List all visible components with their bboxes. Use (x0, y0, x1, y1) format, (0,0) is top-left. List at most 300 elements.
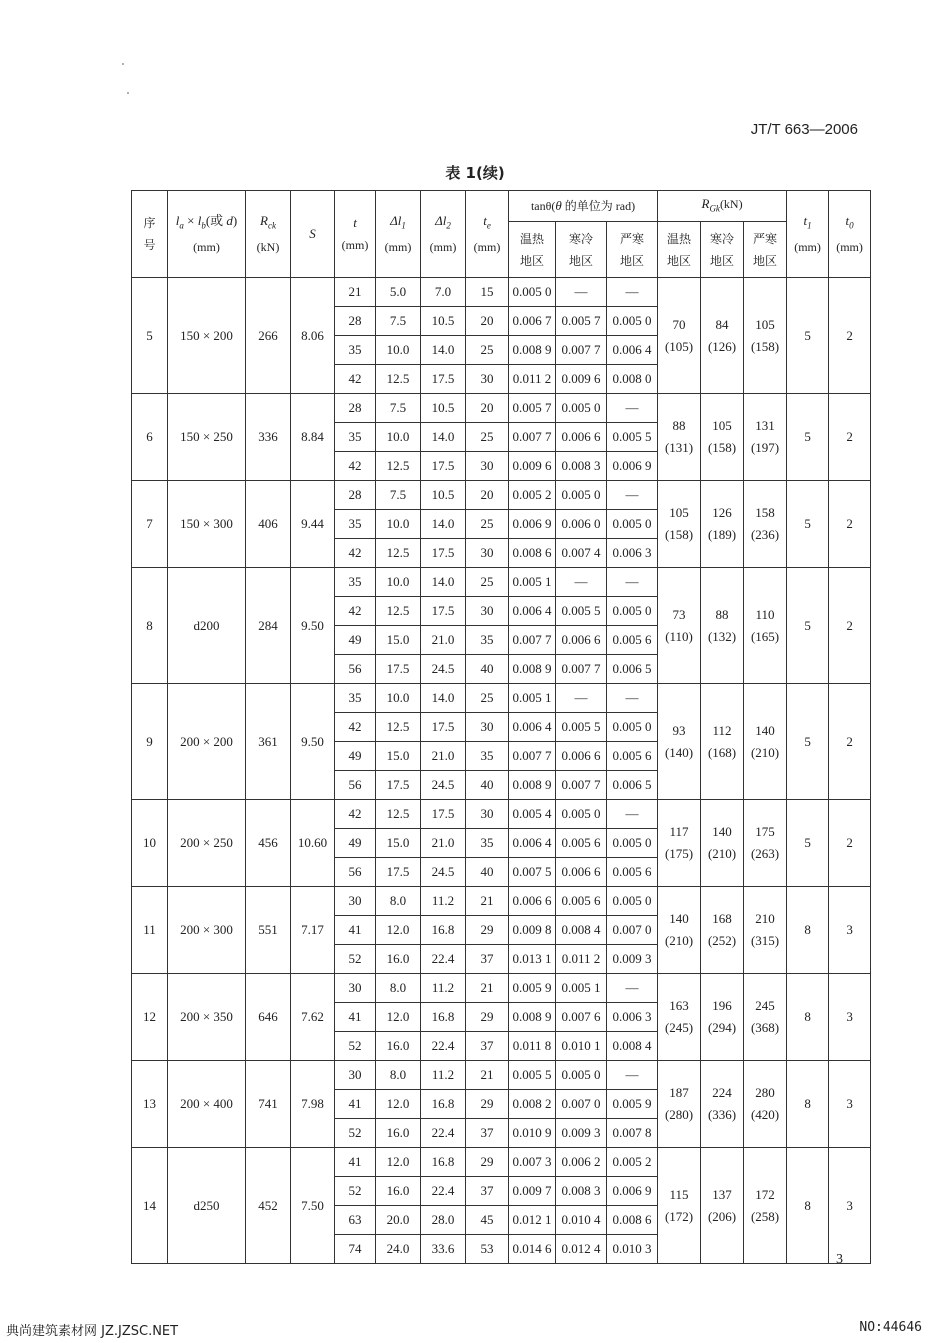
cell-dl2: 22.4 (421, 1177, 466, 1206)
cell-tan-warm: 0.005 1 (509, 684, 556, 713)
cell-rg-warm (658, 887, 701, 974)
rg-severe-value: (158) (750, 338, 780, 354)
table-row (132, 481, 871, 510)
cell-tan-warm: 0.005 4 (509, 800, 556, 829)
rg-severe-value: (420) (750, 1107, 780, 1122)
cell-tan-warm: 0.005 5 (509, 1061, 556, 1090)
cell-t: 30 (335, 887, 376, 916)
cell-t0: 2 (829, 684, 871, 800)
cell-t: 35 (335, 423, 376, 452)
cell-tan-warm: 0.010 9 (509, 1119, 556, 1148)
cell-dl1: 17.5 (376, 858, 421, 887)
cell-te: 30 (466, 597, 509, 626)
cell-dl1: 15.0 (376, 742, 421, 771)
col-tan-group-header: tanθ(θ 的单位为 rad) (509, 191, 658, 222)
cell-tan-warm: 0.011 8 (509, 1032, 556, 1061)
cell-t: 42 (335, 597, 376, 626)
cell-dl2: 10.5 (421, 394, 466, 423)
cell-tan-cold: 0.006 2 (556, 1148, 607, 1177)
cell-s: 8.84 (291, 394, 335, 481)
cell-rg-severe (744, 800, 787, 887)
cell-tan-warm: 0.008 2 (509, 1090, 556, 1119)
cell-t: 52 (335, 945, 376, 974)
cell-tan-severe: 0.005 9 (607, 1090, 658, 1119)
cell-t: 42 (335, 539, 376, 568)
cell-dl2: 24.5 (421, 858, 466, 887)
cell-t: 56 (335, 771, 376, 800)
cell-tan-cold: 0.005 0 (556, 1061, 607, 1090)
cell-rg-cold (701, 887, 744, 974)
rg-cold-value: (189) (707, 527, 737, 542)
rgk-warm-header: 温热 地区 (658, 222, 701, 278)
rg-warm-value: 140 (669, 911, 689, 926)
col-rgk-group-header: $R_{Gk}(kN)$ (658, 191, 787, 222)
cell-dl2: 14.0 (421, 510, 466, 539)
table-row (132, 1061, 871, 1090)
col-te-header: $t_e$ (mm) (466, 191, 509, 278)
cell-rg-severe (744, 1061, 787, 1148)
cell-dl2: 24.5 (421, 655, 466, 684)
footer-watermark-right: NO:44646 (859, 1320, 922, 1335)
cell-tan-cold: 0.012 4 (556, 1235, 607, 1264)
cell-rg-severe (744, 568, 787, 684)
cell-te: 25 (466, 510, 509, 539)
cell-rg-warm (658, 974, 701, 1061)
cell-tan-severe: — (607, 684, 658, 713)
cell-t: 21 (335, 278, 376, 307)
cell-t0: 2 (829, 278, 871, 394)
col-t-header: t (mm) (335, 191, 376, 278)
table-row (132, 1148, 871, 1177)
cell-dims: 200 × 350 (168, 974, 246, 1061)
cell-t: 52 (335, 1032, 376, 1061)
cell-tan-severe: 0.008 0 (607, 365, 658, 394)
cell-t: 52 (335, 1177, 376, 1206)
cell-dl2: 16.8 (421, 1090, 466, 1119)
cell-rck: 741 (246, 1061, 291, 1148)
cell-dl2: 17.5 (421, 539, 466, 568)
cell-tan-severe: — (607, 481, 658, 510)
cell-tan-cold: 0.009 3 (556, 1119, 607, 1148)
cell-te: 35 (466, 829, 509, 858)
cell-s: 7.50 (291, 1148, 335, 1264)
rg-severe-value: (368) (750, 1020, 780, 1035)
cell-s: 7.17 (291, 887, 335, 974)
rg-cold-value: (210) (707, 846, 737, 861)
cell-tan-cold: 0.007 7 (556, 336, 607, 365)
rg-severe-value: (236) (750, 527, 780, 542)
rg-severe-value: 210 (755, 911, 775, 926)
cell-rg-warm (658, 800, 701, 887)
cell-tan-severe: — (607, 974, 658, 1003)
rg-warm-value: 93 (672, 722, 686, 738)
cell-seq: 13 (132, 1061, 168, 1148)
cell-dl1: 10.0 (376, 423, 421, 452)
tan-severe-header: 严寒 地区 (607, 222, 658, 278)
cell-dims: 150 × 300 (168, 481, 246, 568)
cell-t: 35 (335, 336, 376, 365)
rg-cold-value: 84 (715, 316, 729, 332)
cell-t: 30 (335, 1061, 376, 1090)
cell-t: 41 (335, 916, 376, 945)
cell-dl2: 14.0 (421, 684, 466, 713)
rg-severe-value: 172 (755, 1186, 775, 1202)
rg-warm-value: 70 (672, 316, 686, 332)
rg-cold-value: (252) (707, 933, 737, 948)
cell-t1: 5 (787, 394, 829, 481)
cell-tan-cold: 0.005 7 (556, 307, 607, 336)
cell-t1: 5 (787, 481, 829, 568)
cell-dl1: 17.5 (376, 771, 421, 800)
cell-dl2: 14.0 (421, 568, 466, 597)
col-dims-header: $l_a \times l_b$(或 d) (mm) (168, 191, 246, 278)
cell-tan-cold: 0.005 6 (556, 829, 607, 858)
cell-dl2: 11.2 (421, 1061, 466, 1090)
table-row (132, 568, 871, 597)
cell-seq: 5 (132, 278, 168, 394)
cell-tan-cold: 0.006 6 (556, 742, 607, 771)
rg-warm-value: 117 (669, 824, 689, 839)
cell-s: 9.50 (291, 684, 335, 800)
cell-dl1: 12.5 (376, 365, 421, 394)
cell-t0: 2 (829, 481, 871, 568)
cell-tan-cold: 0.006 6 (556, 423, 607, 452)
cell-t0: 3 (829, 1148, 871, 1264)
cell-tan-warm: 0.006 4 (509, 713, 556, 742)
cell-te: 37 (466, 1032, 509, 1061)
cell-tan-cold: 0.010 4 (556, 1206, 607, 1235)
cell-seq: 14 (132, 1148, 168, 1264)
cell-tan-severe: 0.005 6 (607, 858, 658, 887)
cell-tan-warm: 0.013 1 (509, 945, 556, 974)
cell-dl1: 15.0 (376, 829, 421, 858)
cell-te: 21 (466, 1061, 509, 1090)
cell-rck: 551 (246, 887, 291, 974)
cell-tan-warm: 0.007 5 (509, 858, 556, 887)
rg-cold-value: (168) (707, 744, 737, 760)
cell-rg-severe (744, 1148, 787, 1264)
cell-rg-cold (701, 800, 744, 887)
cell-tan-severe: 0.005 0 (607, 887, 658, 916)
cell-tan-warm: 0.009 6 (509, 452, 556, 481)
cell-dl1: 5.0 (376, 278, 421, 307)
cell-seq: 10 (132, 800, 168, 887)
rg-severe-value: (258) (750, 1208, 780, 1224)
cell-dl1: 16.0 (376, 1032, 421, 1061)
cell-te: 25 (466, 568, 509, 597)
cell-t: 52 (335, 1119, 376, 1148)
cell-tan-cold: 0.007 7 (556, 771, 607, 800)
spec-table (131, 190, 871, 1264)
rg-cold-value: 140 (712, 824, 732, 839)
cell-tan-warm: 0.007 7 (509, 742, 556, 771)
scan-speck (127, 92, 129, 94)
cell-tan-cold: 0.005 0 (556, 800, 607, 829)
cell-tan-severe: 0.005 0 (607, 307, 658, 336)
cell-t: 35 (335, 568, 376, 597)
table-row (132, 887, 871, 916)
cell-dl1: 12.5 (376, 539, 421, 568)
rg-severe-value: 158 (755, 505, 775, 520)
cell-te: 30 (466, 800, 509, 829)
cell-seq: 9 (132, 684, 168, 800)
cell-te: 29 (466, 1090, 509, 1119)
cell-rg-cold (701, 684, 744, 800)
cell-te: 30 (466, 452, 509, 481)
cell-tan-warm: 0.005 1 (509, 568, 556, 597)
cell-dl1: 12.0 (376, 1090, 421, 1119)
cell-dl1: 17.5 (376, 655, 421, 684)
cell-dl2: 21.0 (421, 742, 466, 771)
cell-te: 37 (466, 945, 509, 974)
rg-cold-value: (126) (707, 338, 737, 354)
cell-tan-severe: 0.008 4 (607, 1032, 658, 1061)
cell-rg-cold (701, 568, 744, 684)
cell-te: 29 (466, 1003, 509, 1032)
cell-dl2: 22.4 (421, 945, 466, 974)
cell-dl1: 16.0 (376, 1119, 421, 1148)
cell-s: 8.06 (291, 278, 335, 394)
cell-te: 45 (466, 1206, 509, 1235)
cell-dl2: 17.5 (421, 597, 466, 626)
cell-te: 25 (466, 684, 509, 713)
cell-dl2: 22.4 (421, 1119, 466, 1148)
cell-dl2: 10.5 (421, 481, 466, 510)
cell-dl1: 12.0 (376, 1148, 421, 1177)
cell-tan-severe: — (607, 278, 658, 307)
cell-tan-warm: 0.008 9 (509, 336, 556, 365)
cell-dims: 150 × 200 (168, 278, 246, 394)
cell-tan-warm: 0.008 6 (509, 539, 556, 568)
cell-t: 42 (335, 365, 376, 394)
cell-dl1: 12.5 (376, 597, 421, 626)
cell-tan-cold: — (556, 278, 607, 307)
rg-warm-value: (105) (664, 338, 694, 354)
cell-dl1: 8.0 (376, 1061, 421, 1090)
col-seq-header: 序 号 (132, 191, 168, 278)
cell-rg-warm (658, 394, 701, 481)
cell-t: 42 (335, 800, 376, 829)
col-rck-header: $R_{ck}$ (kN) (246, 191, 291, 278)
cell-te: 29 (466, 1148, 509, 1177)
cell-te: 40 (466, 771, 509, 800)
cell-tan-severe: 0.006 4 (607, 336, 658, 365)
cell-tan-severe: 0.006 9 (607, 1177, 658, 1206)
cell-dl1: 16.0 (376, 945, 421, 974)
cell-tan-severe: 0.005 5 (607, 423, 658, 452)
cell-t: 35 (335, 510, 376, 539)
cell-dims: 200 × 250 (168, 800, 246, 887)
cell-rck: 646 (246, 974, 291, 1061)
cell-tan-severe: — (607, 394, 658, 423)
cell-seq: 8 (132, 568, 168, 684)
rg-cold-value: 88 (715, 606, 729, 622)
cell-t1: 8 (787, 1061, 829, 1148)
rg-warm-value: (210) (664, 933, 694, 948)
cell-dl2: 16.8 (421, 1148, 466, 1177)
cell-tan-warm: 0.006 4 (509, 597, 556, 626)
cell-dims: 150 × 250 (168, 394, 246, 481)
cell-t1: 5 (787, 800, 829, 887)
rg-severe-value: 105 (755, 316, 775, 332)
cell-tan-cold: 0.011 2 (556, 945, 607, 974)
cell-rg-severe (744, 887, 787, 974)
cell-dl2: 21.0 (421, 626, 466, 655)
cell-tan-severe: 0.005 2 (607, 1148, 658, 1177)
cell-tan-warm: 0.006 4 (509, 829, 556, 858)
cell-dl1: 8.0 (376, 974, 421, 1003)
cell-tan-cold: 0.008 3 (556, 452, 607, 481)
cell-tan-severe: — (607, 1061, 658, 1090)
cell-t: 35 (335, 684, 376, 713)
rgk-cold-header: 寒冷 地区 (701, 222, 744, 278)
cell-t1: 8 (787, 887, 829, 974)
cell-tan-warm: 0.009 7 (509, 1177, 556, 1206)
cell-dims: 200 × 300 (168, 887, 246, 974)
cell-dl1: 12.0 (376, 1003, 421, 1032)
cell-tan-cold: 0.005 5 (556, 713, 607, 742)
cell-dims: 200 × 400 (168, 1061, 246, 1148)
rg-severe-value: (263) (750, 846, 780, 861)
cell-dl1: 7.5 (376, 481, 421, 510)
cell-dl2: 22.4 (421, 1032, 466, 1061)
rg-cold-value: 196 (712, 998, 732, 1013)
cell-rg-cold (701, 1148, 744, 1264)
cell-tan-warm: 0.008 9 (509, 1003, 556, 1032)
rg-severe-value: 175 (755, 824, 775, 839)
cell-rg-severe (744, 974, 787, 1061)
col-s-header: S (291, 191, 335, 278)
cell-tan-warm: 0.007 7 (509, 626, 556, 655)
cell-dl1: 12.0 (376, 916, 421, 945)
cell-te: 20 (466, 481, 509, 510)
cell-dl1: 12.5 (376, 713, 421, 742)
cell-s: 9.50 (291, 568, 335, 684)
cell-s: 7.98 (291, 1061, 335, 1148)
cell-dl2: 17.5 (421, 800, 466, 829)
cell-te: 20 (466, 307, 509, 336)
rg-warm-value: 105 (669, 505, 689, 520)
col-t0-header: $t_0$ (mm) (829, 191, 871, 278)
table-header (132, 191, 871, 278)
table-row (132, 278, 871, 307)
cell-s: 7.62 (291, 974, 335, 1061)
cell-rck: 406 (246, 481, 291, 568)
cell-t: 49 (335, 829, 376, 858)
cell-tan-warm: 0.005 7 (509, 394, 556, 423)
cell-dl2: 7.0 (421, 278, 466, 307)
cell-dl1: 10.0 (376, 684, 421, 713)
cell-dl2: 14.0 (421, 336, 466, 365)
rg-warm-value: (131) (664, 440, 694, 455)
cell-te: 37 (466, 1119, 509, 1148)
cell-tan-cold: 0.007 4 (556, 539, 607, 568)
cell-rck: 266 (246, 278, 291, 394)
cell-t1: 5 (787, 684, 829, 800)
cell-t1: 5 (787, 278, 829, 394)
cell-tan-warm: 0.008 9 (509, 771, 556, 800)
cell-seq: 6 (132, 394, 168, 481)
cell-te: 53 (466, 1235, 509, 1264)
cell-dl1: 10.0 (376, 510, 421, 539)
cell-tan-severe: 0.006 5 (607, 655, 658, 684)
cell-tan-severe: 0.007 8 (607, 1119, 658, 1148)
cell-dl1: 7.5 (376, 394, 421, 423)
tan-cold-header: 寒冷 地区 (556, 222, 607, 278)
cell-tan-cold: 0.008 4 (556, 916, 607, 945)
rg-warm-value: (140) (664, 744, 694, 760)
cell-dl1: 8.0 (376, 887, 421, 916)
cell-rck: 452 (246, 1148, 291, 1264)
cell-t: 74 (335, 1235, 376, 1264)
standard-code: JT/T 663—2006 (750, 121, 858, 138)
cell-tan-severe: — (607, 568, 658, 597)
cell-tan-cold: 0.007 7 (556, 655, 607, 684)
cell-t: 56 (335, 858, 376, 887)
rg-warm-value: (245) (664, 1020, 694, 1035)
rg-warm-value: 73 (672, 606, 686, 622)
tan-warm-header: 温热 地区 (509, 222, 556, 278)
table-row (132, 394, 871, 423)
cell-tan-warm: 0.007 7 (509, 423, 556, 452)
rg-cold-value: (132) (707, 628, 737, 644)
cell-rck: 456 (246, 800, 291, 887)
col-dl2-header: $\Delta l_2$ (mm) (421, 191, 466, 278)
cell-t0: 3 (829, 887, 871, 974)
rg-cold-value: 105 (712, 418, 732, 433)
cell-dl1: 12.5 (376, 452, 421, 481)
table-row (132, 684, 871, 713)
cell-tan-severe: 0.006 3 (607, 1003, 658, 1032)
cell-tan-cold: 0.005 5 (556, 597, 607, 626)
cell-seq: 7 (132, 481, 168, 568)
cell-te: 40 (466, 858, 509, 887)
cell-tan-cold: 0.006 0 (556, 510, 607, 539)
cell-rck: 284 (246, 568, 291, 684)
col-dl1-header: $\Delta l_1$ (mm) (376, 191, 421, 278)
rg-severe-value: (165) (750, 628, 780, 644)
cell-tan-cold: 0.005 0 (556, 481, 607, 510)
rg-cold-value: (206) (707, 1208, 737, 1224)
cell-tan-warm: 0.006 9 (509, 510, 556, 539)
cell-tan-warm: 0.007 3 (509, 1148, 556, 1177)
cell-dl2: 17.5 (421, 452, 466, 481)
cell-t: 28 (335, 394, 376, 423)
cell-dl1: 15.0 (376, 626, 421, 655)
rg-warm-value: 187 (669, 1085, 689, 1100)
cell-tan-cold: 0.008 3 (556, 1177, 607, 1206)
cell-te: 20 (466, 394, 509, 423)
cell-t0: 2 (829, 568, 871, 684)
cell-rg-severe (744, 481, 787, 568)
cell-tan-severe: 0.006 3 (607, 539, 658, 568)
cell-dl2: 28.0 (421, 1206, 466, 1235)
rg-warm-value: 115 (669, 1186, 689, 1202)
rg-warm-value: (175) (664, 846, 694, 861)
rg-cold-value: 112 (712, 722, 732, 738)
rg-warm-value: 163 (669, 998, 689, 1013)
rg-severe-value: (197) (750, 440, 780, 455)
rg-warm-value: (280) (664, 1107, 694, 1122)
cell-rg-warm (658, 568, 701, 684)
cell-t: 41 (335, 1090, 376, 1119)
rg-cold-value: (158) (707, 440, 737, 455)
cell-t: 42 (335, 713, 376, 742)
cell-te: 30 (466, 365, 509, 394)
cell-dl1: 7.5 (376, 307, 421, 336)
cell-tan-cold: 0.009 6 (556, 365, 607, 394)
footer-watermark-left: 典尚建筑素材网 JZ.JZSC.NET (6, 1324, 179, 1339)
